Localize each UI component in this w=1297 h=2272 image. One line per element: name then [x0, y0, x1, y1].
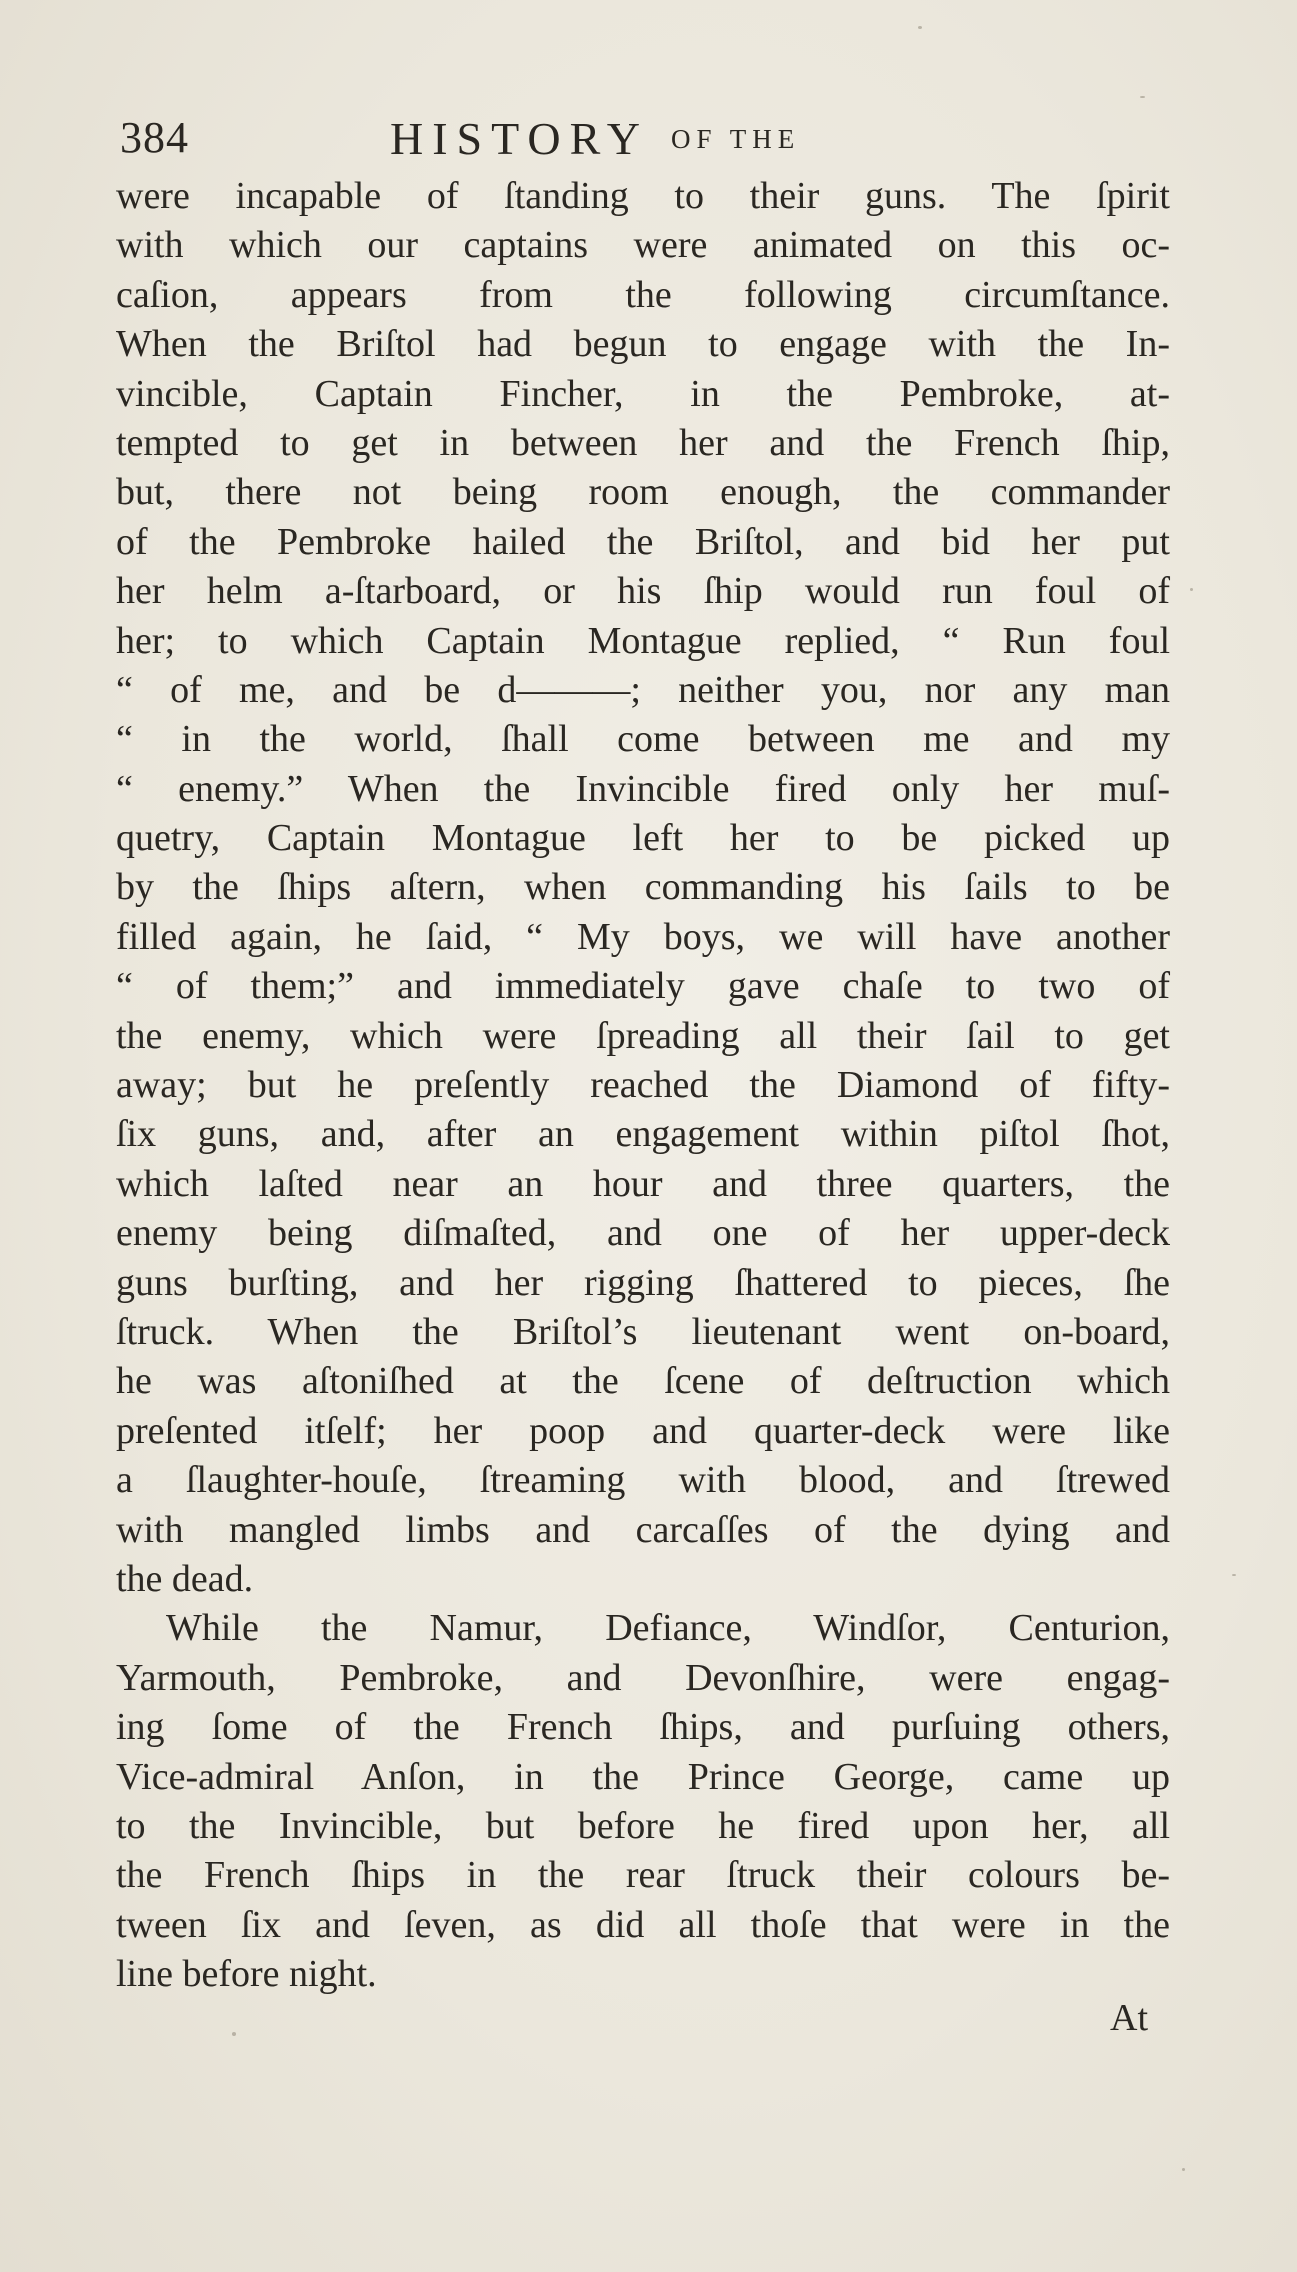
running-title-main: HISTORY: [390, 113, 649, 164]
paper-speck: [1140, 96, 1145, 98]
running-header: [120, 112, 1180, 172]
text-line: the dead.: [116, 1557, 254, 1600]
paragraph: [116, 1604, 1170, 1999]
page-number: 384: [120, 113, 189, 162]
text-line: to the Invincible, but before he fired upon her, all: [116, 1804, 1170, 1847]
text-line: her helm a-ſtarboard, or his ſhip would run foul of: [116, 570, 1170, 613]
paper-speck: [1190, 588, 1193, 591]
text-line: by the ſhips aſtern, when commanding his ſails to be: [116, 866, 1170, 909]
text-line: filled again, he ſaid, “ My boys, we will have another: [116, 915, 1170, 958]
text-line: with mangled limbs and carcaſſes of the dying and: [116, 1508, 1170, 1551]
text-line: Vice-admiral Anſon, in the Prince George, came up: [116, 1755, 1170, 1798]
text-line: “ of me, and be d———; neither you, nor any man: [116, 668, 1170, 711]
text-line: were incapable of ſtanding to their guns. The ſpirit: [116, 175, 1170, 217]
paper-speck: [1232, 1574, 1236, 1576]
text-line: a ſlaughter-houſe, ſtreaming with blood, and ſtrewed: [116, 1459, 1170, 1502]
text-line: preſented itſelf; her poop and quarter-deck were like: [116, 1409, 1170, 1452]
text-line: When the Briſtol had begun to engage with the In-: [116, 323, 1170, 366]
text-line: quetry, Captain Montague left her to be picked up: [116, 817, 1170, 860]
text-line: away; but he preſently reached the Diamond of fifty-: [116, 1064, 1170, 1107]
text-line: “ enemy.” When the Invincible fired only her muſ-: [116, 767, 1170, 810]
text-line: While the Namur, Defiance, Windſor, Centurion,: [166, 1607, 1170, 1650]
text-line: ſtruck. When the Briſtol’s lieutenant went on-board,: [116, 1310, 1170, 1353]
catchword: At: [1110, 1997, 1148, 2039]
paragraph: [116, 172, 1170, 1604]
text-line: ſix guns, and, after an engagement within piſtol ſhot,: [116, 1113, 1170, 1156]
text-line: “ of them;” and immediately gave chaſe to two of: [116, 965, 1170, 1008]
text-line: line before night.: [116, 1953, 377, 1996]
text-line: which laſted near an hour and three quarters, the: [116, 1162, 1170, 1205]
paper-speck: [918, 26, 922, 29]
text-line: Yarmouth, Pembroke, and Devonſhire, were engag-: [116, 1656, 1170, 1699]
text-line: he was aſtoniſhed at the ſcene of deſtruction which: [116, 1360, 1170, 1403]
running-title: [390, 112, 800, 165]
text-line: the French ſhips in the rear ſtruck their colours be-: [116, 1854, 1170, 1897]
text-line: ing ſome of the French ſhips, and purſuing others,: [116, 1706, 1170, 1749]
text-line: but, there not being room enough, the commander: [116, 471, 1170, 514]
paper-speck: [1182, 2168, 1185, 2171]
text-line: “ in the world, ſhall come between me and my: [116, 718, 1170, 761]
text-line: of the Pembroke hailed the Briſtol, and bid her put: [116, 520, 1170, 563]
text-line: the enemy, which were ſpreading all their ſail to get: [116, 1014, 1170, 1057]
text-line: tempted to get in between her and the French ſhip,: [116, 421, 1170, 464]
text-line: enemy being diſmaſted, and one of her upper-deck: [116, 1212, 1170, 1255]
text-line: vincible, Captain Fincher, in the Pembroke, at-: [116, 372, 1170, 415]
text-line: tween ſix and ſeven, as did all thoſe that were in the: [116, 1903, 1170, 1946]
text-line: guns burſting, and her rigging ſhattered to pieces, ſhe: [116, 1261, 1170, 1304]
text-line: her; to which Captain Montague replied, “ Run foul: [116, 619, 1170, 662]
text-line: with which our captains were animated on this oc-: [116, 224, 1170, 267]
text-line: caſion, appears from the following circumſtance.: [116, 273, 1170, 316]
running-title-small: OF THE: [670, 124, 801, 154]
body-text: [116, 172, 1170, 1999]
paper-speck: [232, 2032, 236, 2036]
